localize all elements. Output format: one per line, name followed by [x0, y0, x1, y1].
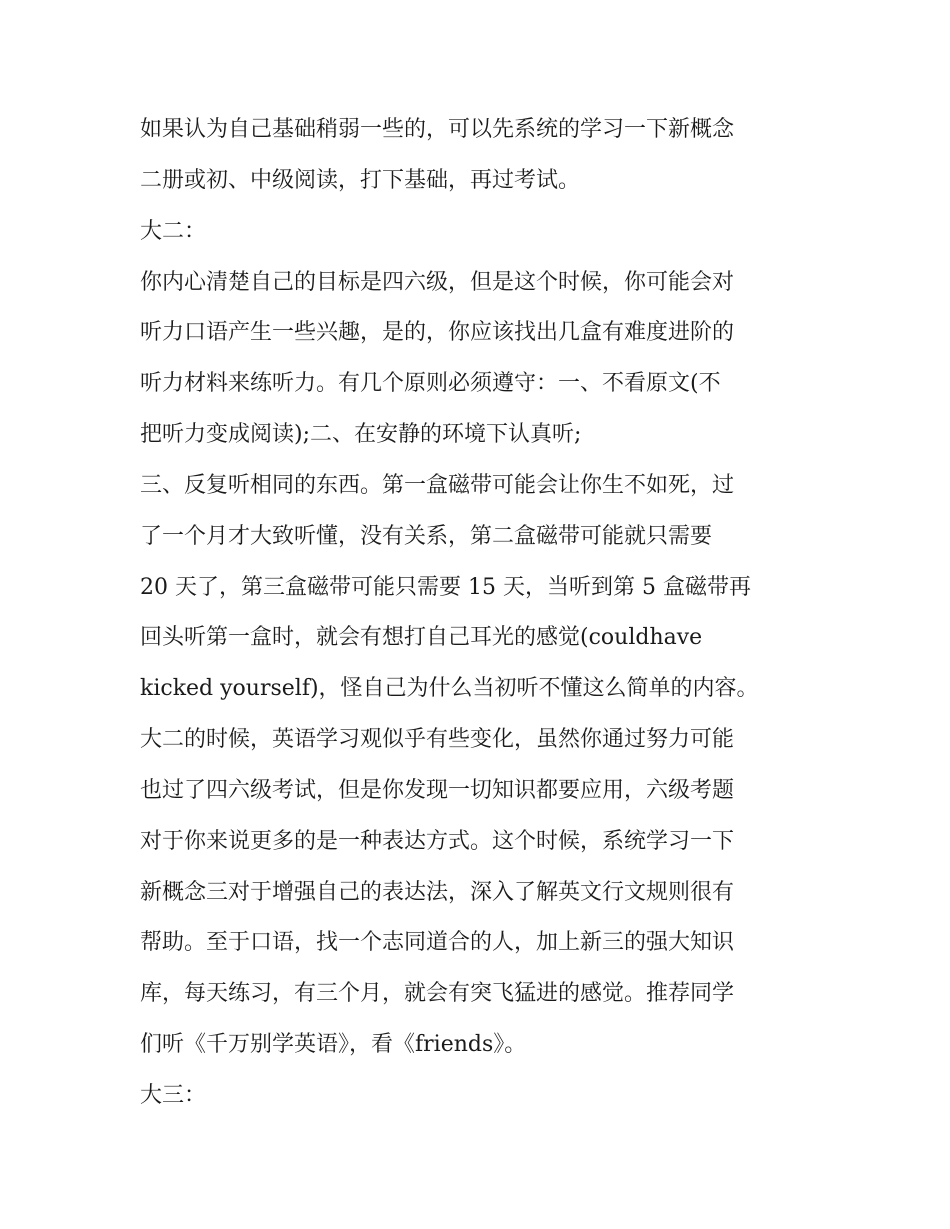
paragraph-line: 把听力变成阅读);二、在安静的环境下认真听; [140, 422, 582, 447]
paragraph-line: 二册或初、中级阅读，打下基础，再过考试。 [140, 168, 581, 193]
paragraph-line: 了一个月才大致听懂，没有关系，第二盒磁带可能就只需要 [140, 524, 713, 549]
paragraph-line: 听力口语产生一些兴趣，是的，你应该找出几盒有难度进阶的 [140, 320, 735, 345]
paragraph-line: 帮助。至于口语，找一个志同道合的人，加上新三的强大知识 [140, 930, 735, 955]
paragraph-line: 20 天了，第三盒磁带可能只需要 15 天，当听到第 5 盒磁带再 [140, 575, 751, 600]
paragraph-line: 如果认为自己基础稍弱一些的，可以先系统的学习一下新概念 [140, 117, 735, 142]
paragraph-line: kicked yourself)，怪自己为什么当初听不懂这么简单的内容。 [140, 676, 759, 701]
paragraph-line: 回头听第一盒时，就会有想打自己耳光的感觉(couldhave [140, 625, 703, 650]
paragraph-line: 也过了四六级考试，但是你发现一切知识都要应用，六级考题 [140, 778, 735, 803]
paragraph-line: 库，每天练习，有三个月，就会有突飞猛进的感觉。推荐同学 [140, 981, 735, 1006]
paragraph-line: 你内心清楚自己的目标是四六级，但是这个时候，你可能会对 [140, 270, 735, 295]
paragraph-line: 三、反复听相同的东西。第一盒磁带可能会让你生不如死，过 [140, 473, 735, 498]
paragraph-line: 新概念三对于增强自己的表达法，深入了解英文行文规则很有 [140, 880, 735, 905]
section-heading: 大二： [140, 219, 207, 244]
paragraph-line: 大二的时候，英语学习观似乎有些变化，虽然你通过努力可能 [140, 727, 735, 752]
paragraph-line: 们听《千万别学英语》，看《friends》。 [140, 1032, 527, 1057]
paragraph-line: 对于你来说更多的是一种表达方式。这个时候，系统学习一下 [140, 829, 735, 854]
paragraph-line: 听力材料来练听力。有几个原则必须遵守：一、不看原文(不 [140, 371, 721, 396]
section-heading: 大三： [140, 1083, 207, 1108]
